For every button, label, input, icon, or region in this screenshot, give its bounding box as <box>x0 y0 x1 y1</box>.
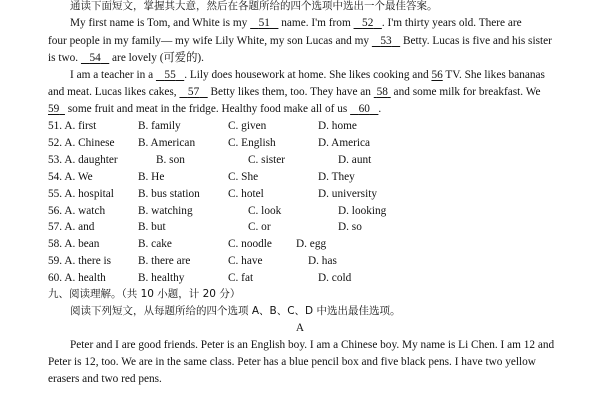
option-d: D. America <box>318 136 371 149</box>
option-d: D. home <box>318 120 357 132</box>
blank-55: 55 <box>164 69 176 81</box>
option-d: D. university <box>318 187 377 200</box>
option-c: C. English <box>228 136 276 149</box>
passage-line: My first name is Tom, and White is my 51 name. I'm from 52 . I'm thirty years old. There are <box>70 17 522 29</box>
option-b: B. He <box>138 170 165 183</box>
blank-57: 57 <box>187 86 200 98</box>
option-b: B. there are <box>138 255 191 268</box>
option-a: 52. A. Chinese <box>48 136 115 149</box>
option-c: C. fat <box>228 272 254 285</box>
blank-53: 53 <box>380 35 392 47</box>
passage-line: and meat. Lucas likes cakes, 57 Betty likes them, too. They have an 58 and some milk for breakfast. We <box>48 86 541 98</box>
option-d: D. looking <box>338 204 387 217</box>
option-b: B. watching <box>138 204 193 217</box>
option-b: B. family <box>138 120 181 132</box>
option-c: C. or <box>248 221 271 234</box>
option-a: 54. A. We <box>48 170 93 183</box>
option-a: 59. A. there is <box>48 255 112 268</box>
option-d: D. aunt <box>338 153 372 166</box>
option-a: 51. A. first <box>48 120 97 132</box>
option-d: D. egg <box>296 238 327 251</box>
option-c: C. She <box>228 170 259 183</box>
option-c: C. given <box>228 120 267 132</box>
cloze-instruction: 通读下面短文，掌握其大意，然后在各题所给的四个选项中选出一个最佳答案。 <box>70 0 438 12</box>
option-b: B. bus station <box>138 187 200 200</box>
option-a: 58. A. bean <box>48 238 100 251</box>
option-d: D. so <box>338 221 362 234</box>
option-b: B. but <box>138 221 166 234</box>
option-a: 60. A. health <box>48 272 106 285</box>
passage-line: is two. 54 are lovely (可爱的). <box>48 52 204 64</box>
blank-59: 59 <box>48 103 60 115</box>
blank-56: 56 <box>431 69 443 81</box>
option-c: C. sister <box>248 153 286 166</box>
option-c: C. hotel <box>228 187 264 200</box>
reading-line: Peter and I are good friends. Peter is an English boy. I am a Chinese boy. My name is Li Chen. I am 12 and <box>70 339 555 351</box>
blank-60: 60 <box>358 103 370 115</box>
option-a: 56. A. watch <box>48 204 106 217</box>
passage-a-label: A <box>295 322 305 334</box>
reading-line: erasers and two red pens. <box>48 373 162 385</box>
option-d: D. has <box>308 255 337 268</box>
option-d: D. They <box>318 170 355 183</box>
option-c: C. noodle <box>228 238 272 251</box>
reading-instruction: 阅读下列短文，从每题所给的四个选项 A、B、C、D 中选出最佳选项。 <box>70 305 401 317</box>
option-c: C. have <box>228 255 263 268</box>
option-a: 57. A. and <box>48 221 95 234</box>
option-d: D. cold <box>318 272 352 285</box>
option-b: B. healthy <box>138 272 185 285</box>
option-a: 53. A. daughter <box>48 153 118 166</box>
section-title: 九、阅读理解。（共 10 小题，计 20 分） <box>48 288 241 300</box>
reading-line: Peter is 12, too. We are in the same class. Peter has a blue pencil box and five black pens. I have two yellow <box>48 356 536 368</box>
option-b: B. American <box>138 136 196 149</box>
option-c: C. look <box>248 204 282 217</box>
passage-line: I am a teacher in a 55 . Lily does housework at home. She likes cooking and 56 TV. She likes bananas <box>70 69 545 81</box>
option-b: B. son <box>156 153 185 166</box>
blank-54: 54 <box>89 52 101 64</box>
blank-58: 58 <box>376 86 388 98</box>
option-b: B. cake <box>138 238 172 251</box>
option-a: 55. A. hospital <box>48 187 114 200</box>
passage-line: four people in my family— my wife Lily White, my son Lucas and my 53 Betty. Lucas is five and his sister <box>48 35 552 47</box>
blank-51: 51 <box>258 17 270 29</box>
passage-line: 59 some fruit and meat in the fridge. Healthy food make all of us 60 . <box>48 103 382 115</box>
blank-52: 52 <box>362 17 374 29</box>
